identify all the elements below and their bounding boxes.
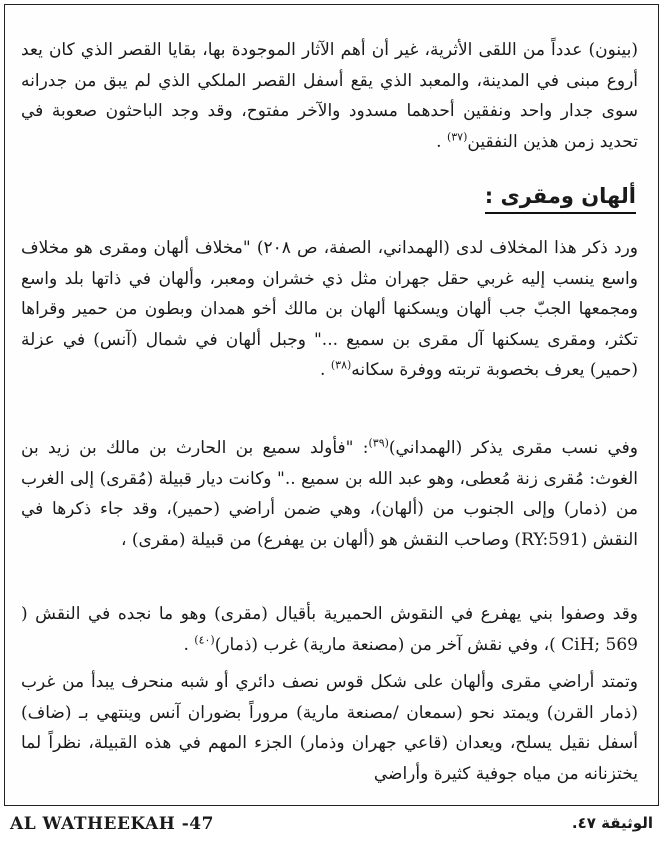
footnote-marker-37: (٣٧) [446,129,468,143]
page-footer [4,812,659,842]
footer-journal-arabic: الوثيقة ٤٧. [571,814,653,832]
paragraph-1 [21,35,638,157]
paragraph-1-end: . [436,131,447,152]
footnote-marker-39: (٣٩) [368,436,389,450]
footnote-marker-38: (٣٨) [330,358,352,372]
paragraph-1-text: (بينون) عدداً من اللقى الأثرية، غير أن أهم الآثار الموجودة بها، بقايا القصر الذي كان يعد أروع مبنى في المدينة، والمعبد الذي يقع أسفل القصر الملكي الذي لم يبق من جدرانه سوى جدار واحد ونفقين أحدهما مسدود والآخر مفتوح، وقد وجد الباحثون صعوبة في تحديد زمن هذين النفقين [21,40,638,152]
paragraph-3 [21,433,638,555]
page-frame [4,4,659,806]
paragraph-4-text: وقد وصفوا بني يهفرع في النقوش الحميرية بأقيال (مقرى) وهو ما نجده في النقش ( CiH; 569 )، وفي نقش آخر من (مصنعة مارية) غرب (ذمار) [21,604,638,655]
paragraph-2-end: . [320,360,331,380]
paragraph-5 [21,667,638,789]
paragraph-4 [21,599,638,660]
section-heading: ألهان ومقرى : [485,181,636,214]
paragraph-2-text: ورد ذكر هذا المخلاف لدى (الهمداني، الصفة، ص ٢٠٨) "مخلاف ألهان ومقرى هو مخلاف واسع ينسب إليه غربي حقل جهران مثل ذي خشران ومعبر، وألهان في ذاتها بلد واسع ومجمعها الجبّ جب ألهان ويسكنها ألهان بن مالك أخو همدان وبطون من حمير وقراها تكثر، ومقرى يسكنها آل مقرى بن سميع ..." وجبل ألهان في شمال (آنس) في عزلة (حمير) يعرف بخصوبة تربته ووفرة سكانه [21,238,638,380]
footnote-marker-40: (٤٠) [194,632,215,646]
paragraph-3-colon: : [353,438,369,458]
paragraph-3-text: "فأولد سميع بن الحارث بن مالك بن زيد بن الغوث: مُقرى زنة مُعطى، وهو عبد الله بن سميع .." وكانت ديار قبيلة (مُقرى) إلى الغرب من (ذمار) وإلى الجنوب من (ألهان)، وهي ضمن أراضي (حمير)، وقد جاء ذكرها في النقش (RY:591) وصاحب النقش هو (ألهان بن يهفرع) من قبيلة (مقرى) ، [21,438,638,550]
paragraph-4-end: . [183,634,195,655]
paragraph-2 [21,233,638,386]
paragraph-3-intro: وفي نسب مقرى يذكر (الهمداني) [388,438,638,458]
paragraph-5-text: وتمتد أراضي مقرى وألهان على شكل قوس نصف دائري أو شبه منحرف يبدأ من غرب (ذمار القرن) ويمتد نحو (سمعان /مصنعة مارية) مروراً بضوران آنس وينتهي بـ (ضاف) أسفل نقيل يسلح، ويعدان (قاعي جهران وذمار) الجزء المهم في هذه القبيلة، نظراً لما يختزنانه من مياه جوفية كثيرة وأراضي [21,672,638,784]
footer-journal-english: AL WATHEEKAH -47 [10,814,214,834]
